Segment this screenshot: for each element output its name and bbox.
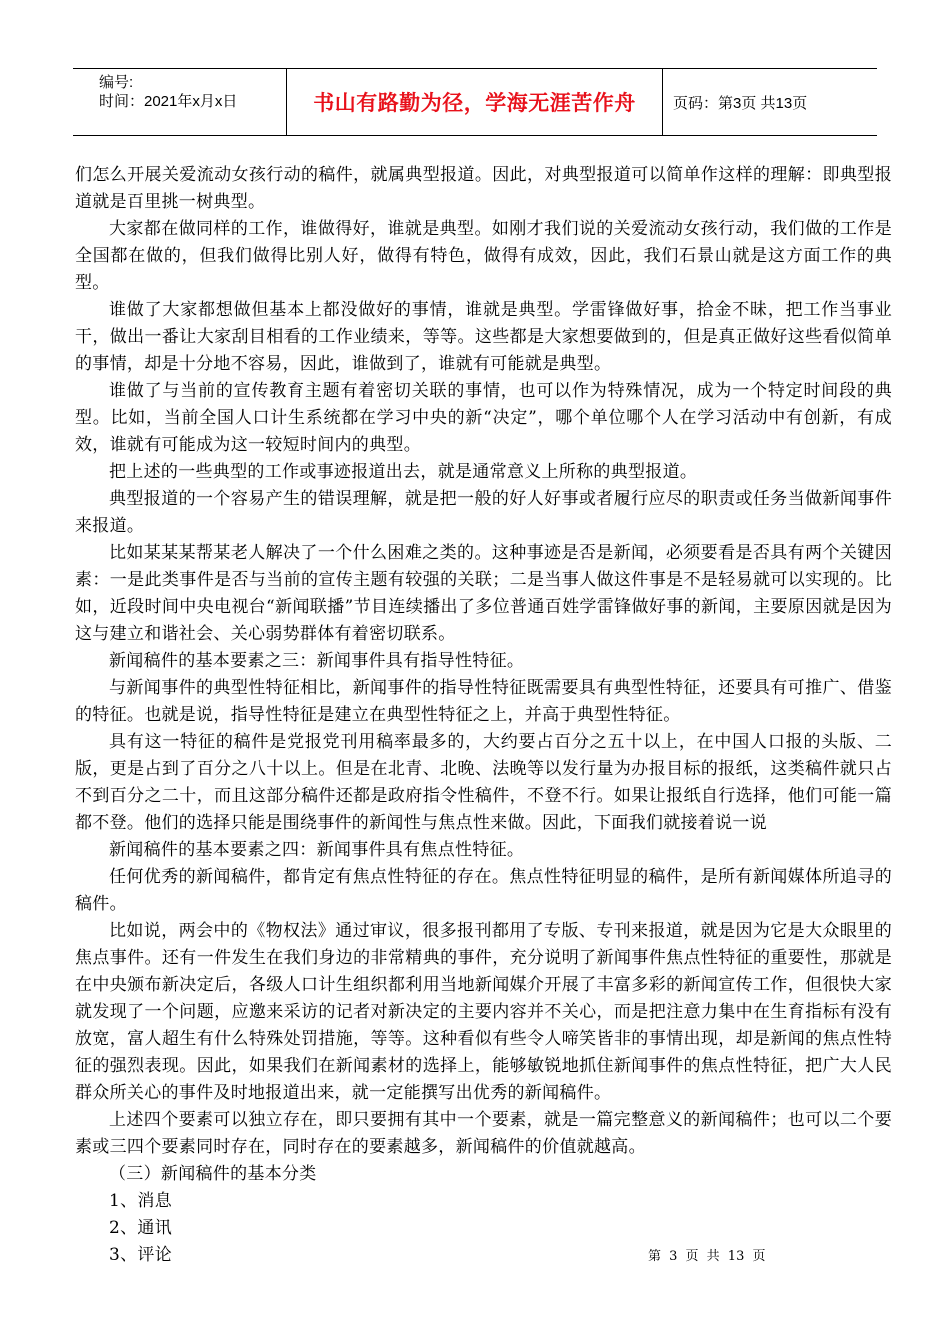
- header-number-label: 编号:: [99, 74, 134, 91]
- body-paragraph: （三）新闻稿件的基本分类: [109, 1164, 317, 1184]
- header-meta: [73, 69, 286, 135]
- body-paragraph: 把上述的一些典型的工作或事迹报道出去，就是通常意义上所称的典型报道。: [109, 462, 698, 482]
- page-footer: 第 3 页 共 13 页: [648, 1249, 766, 1264]
- body-paragraph: 2、通讯: [109, 1218, 173, 1238]
- body-paragraph: 新闻稿件的基本要素之三：新闻事件具有指导性特征。: [109, 651, 525, 671]
- header-slogan: 书山有路勤为径，学海无涯苦作舟: [286, 69, 663, 135]
- body-paragraph: 比如说，两会中的《物权法》通过审议，很多报刊都用了专版、专刊来报道，就是因为它是大众眼里的焦点事件。还有一件发生在我们身边的非常精典的事件，充分说明了新闻事件焦点性特征的重要性，那就是在中央颁布新决定后，各级人口计生组织都利用当地新闻媒介开展了丰富多彩的新闻宣传工作，但很快大家就发现了一个问题，应邀来采访的记者对新决定的主要内容并不关心，而是把注意力集中在生育指标有没有放宽，富人超生有什么特殊处罚措施，等等。这种看似有些令人啼笑皆非的事情出现，却是新闻的焦点性特征的强烈表现。因此，如果我们在新闻素材的选择上，能够敏锐地抓住新闻事件的焦点性特征，把广大人民群众所关心的事件及时地报道出来，就一定能撰写出优秀的新闻稿件。: [75, 921, 892, 1103]
- body-paragraph: 上述四个要素可以独立存在，即只要拥有其中一个要素，就是一篇完整意义的新闻稿件；也可以二个要素或三四个要素同时存在，同时存在的要素越多，新闻稿件的价值就越高。: [75, 1110, 892, 1157]
- body-paragraph: 与新闻事件的典型性特征相比，新闻事件的指导性特征既需要具有典型性特征，还要具有可推广、借鉴的特征。也就是说，指导性特征是建立在典型性特征之上，并高于典型性特征。: [75, 678, 892, 725]
- body-paragraph: 谁做了大家都想做但基本上都没做好的事情，谁就是典型。学雷锋做好事，拾金不昧，把工作当事业干，做出一番让大家刮目相看的工作业绩来，等等。这些都是大家想要做到的，但是真正做好这些看似简单的事情，却是十分地不容易，因此，谁做到了，谁就有可能就是典型。: [75, 300, 892, 374]
- body-paragraph: 1、消息: [109, 1191, 173, 1211]
- body-paragraph: 大家都在做同样的工作，谁做得好，谁就是典型。如刚才我们说的关爱流动女孩行动，我们做的工作是全国都在做的，但我们做得比别人好，做得有特色，做得有成效，因此，我们石景山就是这方面工作的典型。: [75, 219, 892, 293]
- body-paragraph: 3、评论: [109, 1245, 173, 1265]
- body-paragraph: 具有这一特征的稿件是党报党刊用稿率最多的，大约要占百分之五十以上，在中国人口报的头版、二版，更是占到了百分之八十以上。但是在北青、北晚、法晚等以发行量为办报目标的报纸，这类稿件就只占不到百分之二十，而且这部分稿件还都是政府指令性稿件，不登不行。如果让报纸自行选择，他们可能一篇都不登。他们的选择只能是围绕事件的新闻性与焦点性来做。因此，下面我们就接着说一说: [75, 732, 892, 833]
- body-paragraph: 谁做了与当前的宣传教育主题有着密切关联的事情，也可以作为特殊情况，成为一个特定时间段的典型。比如，当前全国人口计生系统都在学习中央的新“决定”，哪个单位哪个人在学习活动中有创新，有成效，谁就有可能成为这一较短时间内的典型。: [75, 381, 892, 455]
- header-time-label: 时间：2021年x月x日: [99, 93, 238, 110]
- document-body: [75, 162, 892, 1269]
- body-paragraph: 们怎么开展关爱流动女孩行动的稿件，就属典型报道。因此，对典型报道可以简单作这样的理解：即典型报道就是百里挑一树典型。: [75, 165, 892, 212]
- body-paragraph: 新闻稿件的基本要素之四：新闻事件具有焦点性特征。: [109, 840, 525, 860]
- header-page-info: 页码：第3页 共13页: [673, 94, 808, 112]
- page-header: [73, 68, 877, 136]
- body-paragraph: 典型报道的一个容易产生的错误理解，就是把一般的好人好事或者履行应尽的职责或任务当做新闻事件来报道。: [75, 489, 892, 536]
- body-paragraph: 任何优秀的新闻稿件，都肯定有焦点性特征的存在。焦点性特征明显的稿件，是所有新闻媒体所追寻的稿件。: [75, 867, 892, 914]
- body-paragraph: 比如某某某帮某老人解决了一个什么困难之类的。这种事迹是否是新闻，必须要看是否具有两个关键因素：一是此类事件是否与当前的宣传主题有较强的关联；二是当事人做这件事是不是轻易就可以实现的。比如，近段时间中央电视台“新闻联播”节目连续播出了多位普通百姓学雷锋做好事的新闻，主要原因就是因为这与建立和谐社会、关心弱势群体有着密切联系。: [75, 543, 892, 644]
